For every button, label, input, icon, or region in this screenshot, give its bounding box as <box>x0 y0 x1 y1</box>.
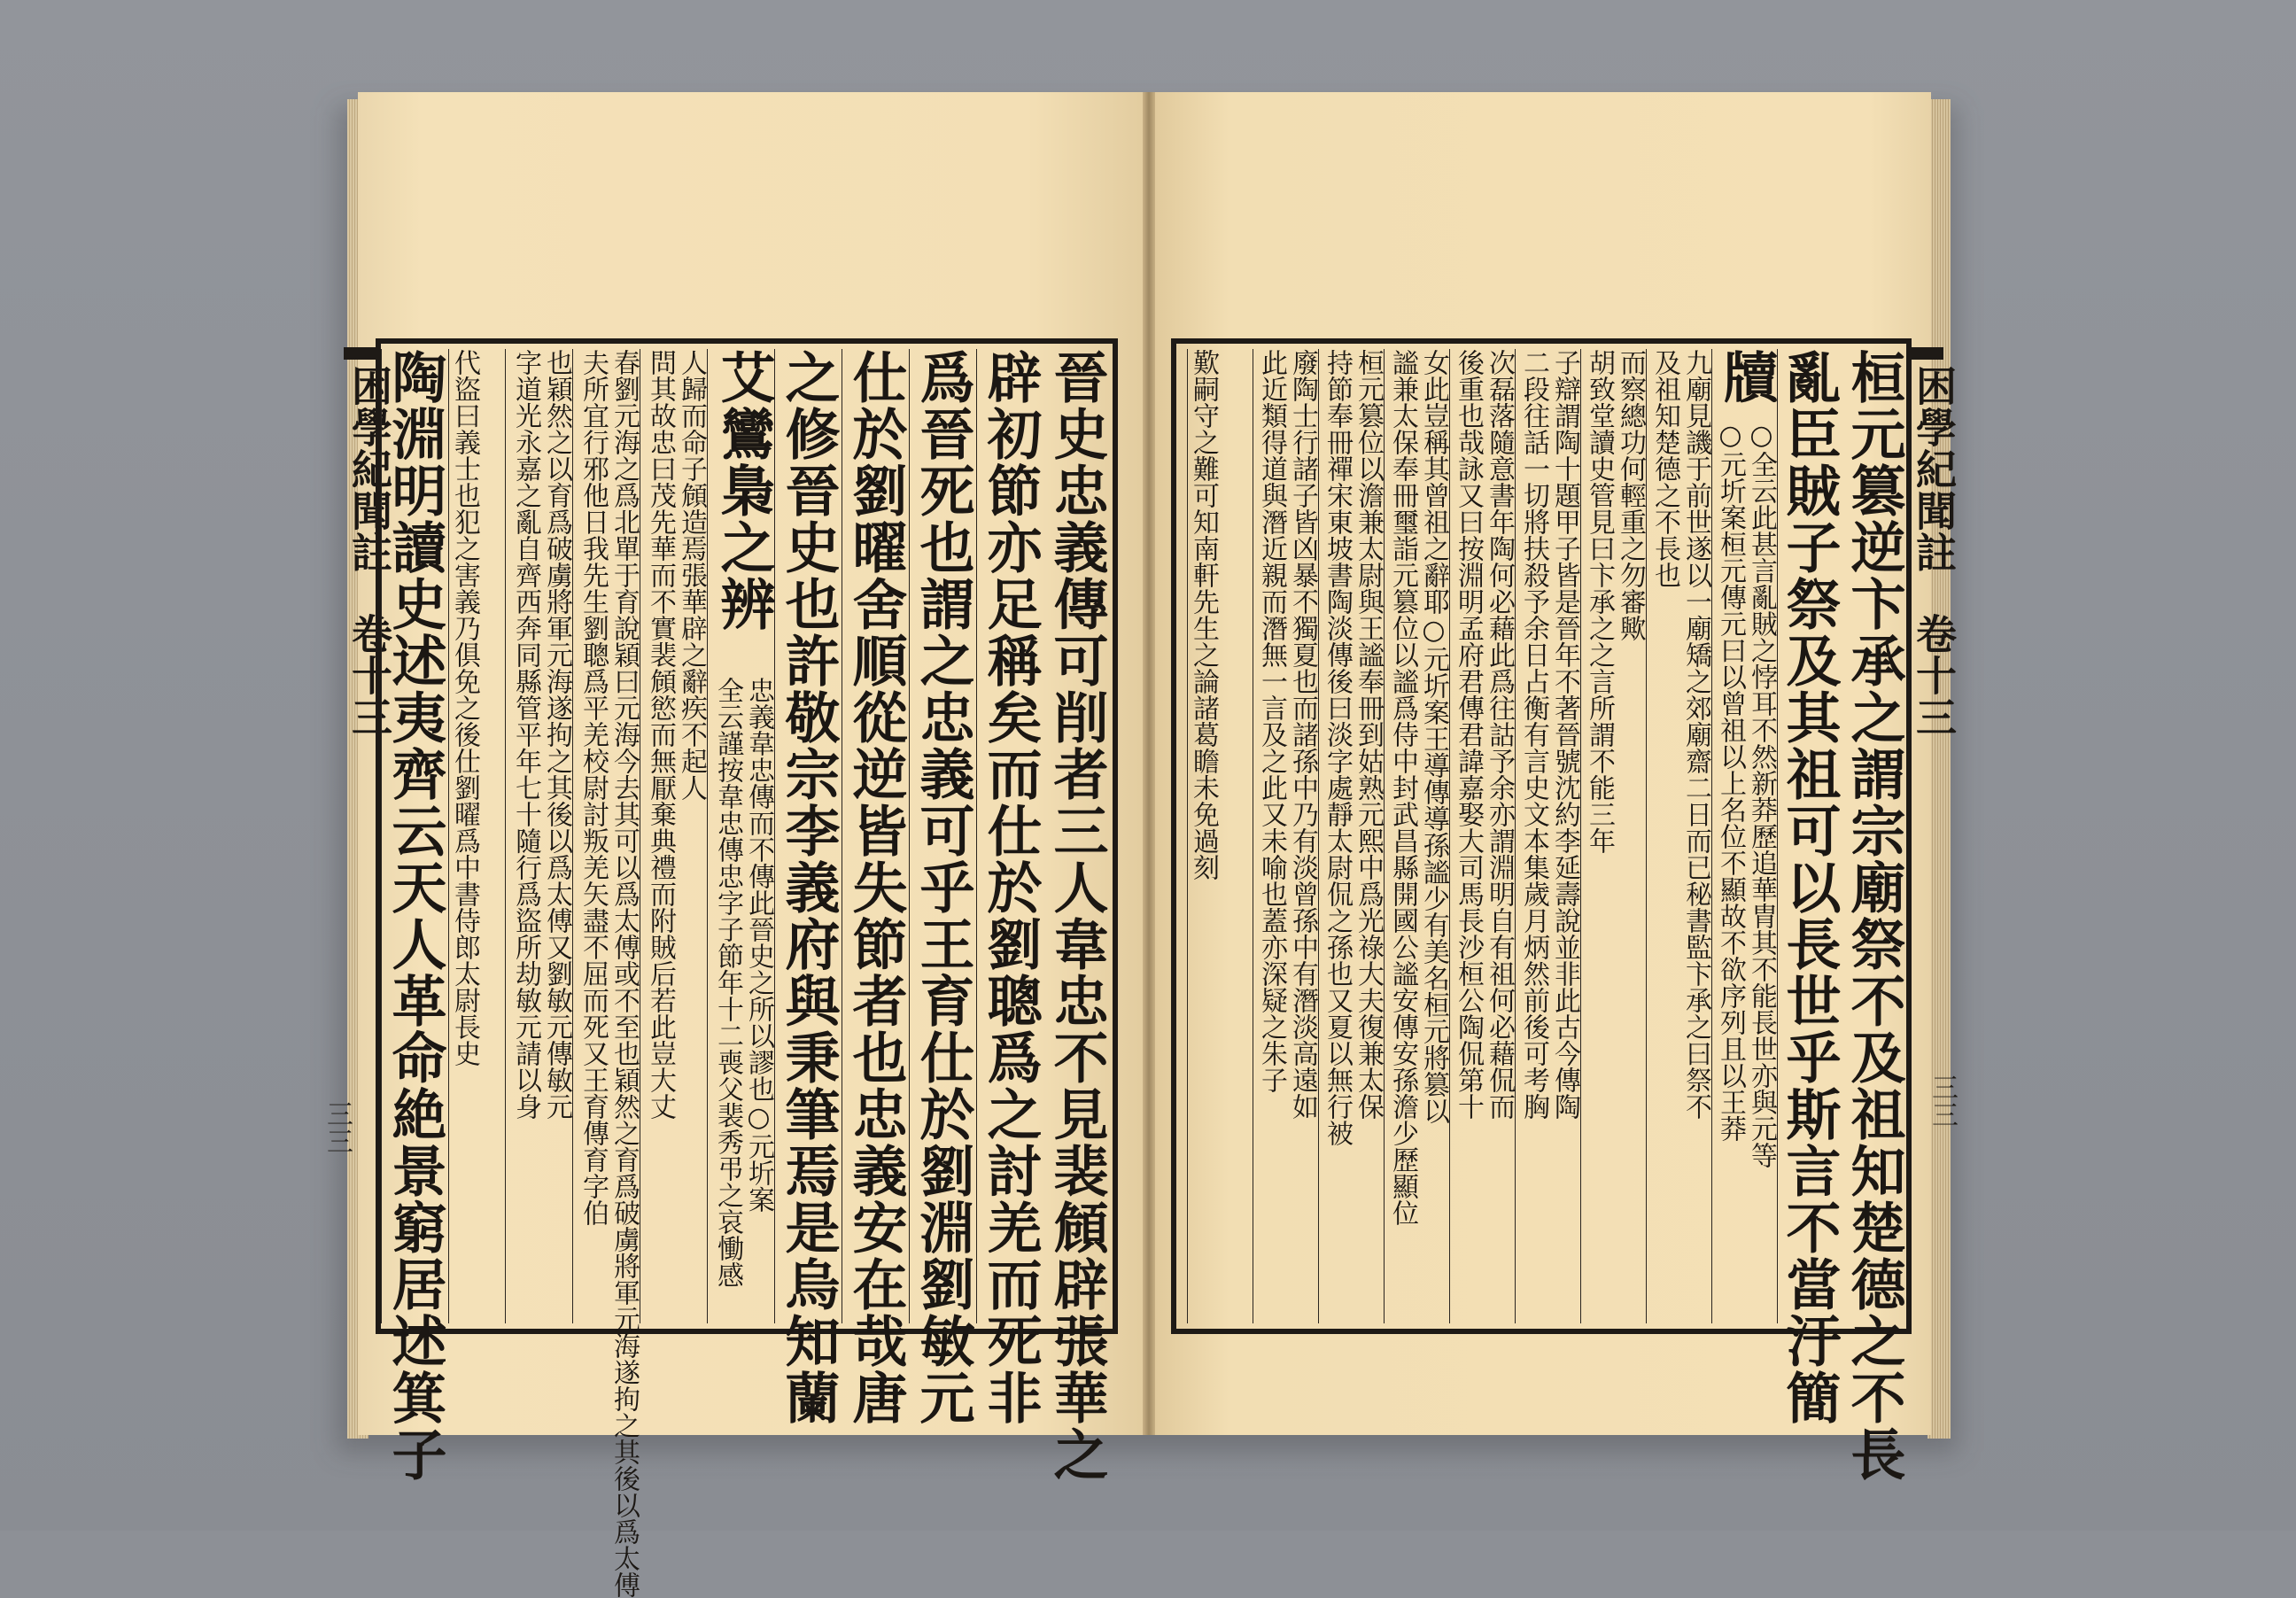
commentary-text: 也穎然之以育爲破虜將軍元海遂拘之其後以爲太傅又劉敏元傳敏元 <box>541 349 572 1120</box>
commentary-text: 女此豈稱其曾祖之辭耶○元圻案王導傳導孫謐少有美名桓元將篡以 <box>1418 349 1449 1124</box>
commentary-text: ○元圻案桓元傳元曰以曾祖以上名位不顯故不欲序列且以王莽 <box>1715 420 1746 1142</box>
main-text: 桓元篡逆卞承之謂宗廟祭不及祖知楚德之不長 <box>1842 349 1906 1483</box>
commentary-text: 夫所宜行邪他日我先生劉聰爲平羌校尉討叛羌矢盡不屈而死又王育傳育字伯 <box>578 349 609 1226</box>
text-column <box>1253 349 1318 1323</box>
commentary-pair <box>1715 420 1777 1168</box>
commentary-pair <box>1581 349 1646 854</box>
commentary-text: 歎嗣守之難可知南軒先生之論諸葛瞻未免過刻 <box>1188 349 1219 880</box>
text-column <box>1646 349 1711 1323</box>
banxin-title: 困學紀聞註 <box>1910 365 1958 573</box>
text-column <box>774 349 842 1426</box>
commentary-pair <box>573 349 640 1598</box>
commentary-pair <box>1253 349 1318 1120</box>
text-column <box>1384 349 1449 1323</box>
commentary-text: 問其故忠曰茂先華而不實裴頠慾而無厭棄典禮而附賊后若此豈大丈 <box>645 349 676 1120</box>
text-column <box>1318 349 1384 1323</box>
main-text: 艾鸞梟之辨 <box>711 349 776 632</box>
commentary-text: 此近類得道與潛近親而潛無一言及之此又未喻也蓋亦深疑之朱子 <box>1256 349 1287 1093</box>
text-column <box>1842 349 1906 1483</box>
text-column <box>1187 349 1253 1323</box>
text-column <box>707 349 774 1323</box>
commentary-text: ○全云此甚言亂賊之悖耳不然新莽歷追華胄其不能長世亦與元等 <box>1746 420 1777 1168</box>
main-text: 亂臣賊子祭及其祖可以長世乎斯言不當汙簡 <box>1777 349 1842 1426</box>
commentary-text: 人歸而命子頠造焉張華辟之辭疾不起人 <box>676 349 707 801</box>
commentary-text: 胡致堂讀史管見曰卞承之之言所謂不能三年 <box>1584 349 1615 854</box>
commentary-text: 次磊落隨意書年陶何必藉此爲往詁予余亦謂淵明自有祖何必藉侃而 <box>1484 349 1515 1120</box>
text-column <box>640 349 707 1323</box>
book-gutter <box>1143 92 1155 1435</box>
banxin-volume: 卷十三 <box>1910 613 1958 738</box>
commentary-text: 子辯謂陶十題甲子皆是晉年不著晉號沈約李延壽說並非此古今傳陶 <box>1549 349 1580 1120</box>
commentary-text: 而察總功何輕重之勿審歟 <box>1615 349 1646 641</box>
right-banxin <box>1904 347 1958 1330</box>
commentary-text: 謐兼太保奉冊璽詣元篡位以謐爲侍中封武昌縣開國公謐安傳安孫澹少歷顯位 <box>1387 349 1418 1226</box>
commentary-pair <box>640 349 707 1120</box>
fish-tail-mark <box>1908 347 1943 360</box>
commentary-text: 二段往話一切將扶殺予余日占衡有言史文本集歲月炳然前後可考胸 <box>1518 349 1549 1120</box>
commentary-text: 代盜曰義士也犯之害義乃俱免之後仕劉曜爲中書侍郎太尉長史 <box>449 349 480 1067</box>
commentary-text: 九廟見譏于前世遂以一廟矯之郊廟齋二日而已秘書監卞承之曰祭不 <box>1680 349 1711 1120</box>
commentary-text: 全云謹按韋忠傳忠字子節年十二喪父裴秀弔之哀慟感 <box>712 677 743 1288</box>
main-text: 辟初節亦足稱矣而仕於劉聰爲之討羌而死非 <box>978 349 1043 1426</box>
right-text-frame <box>1171 338 1912 1483</box>
text-column <box>1777 349 1842 1426</box>
commentary-text: 持節奉冊禪宋東坡書陶淡傳後曰淡字處靜太尉侃之孫也又夏以無行被 <box>1322 349 1353 1146</box>
banxin-page-number: 三三 <box>1927 1074 1958 1129</box>
main-text: 牘 <box>1714 349 1779 406</box>
text-column <box>976 349 1043 1426</box>
text-column <box>1043 349 1111 1483</box>
text-column <box>1449 349 1515 1323</box>
commentary-text: 後重也哉詠又曰按淵明孟府君傳君諱嘉娶大司馬長沙桓公陶侃第十 <box>1453 349 1484 1120</box>
main-text: 爲晉死也謂之忠義可乎王育仕於劉淵劉敏元 <box>911 349 975 1426</box>
commentary-text: 桓元篡位以澹兼太尉與王謐奉冊到姑熟元熙中爲光祿大夫復兼太保 <box>1353 349 1384 1120</box>
main-text: 陶淵明讀史述夷齊云天人革命絶景窮居述箕子 <box>383 349 447 1483</box>
text-column <box>572 349 640 1598</box>
text-column <box>1515 349 1580 1323</box>
text-column <box>448 349 505 1323</box>
commentary-text: 廢陶士行諸子皆凶暴不獨夏也而諸孫中乃有淡曾孫中有潛淡高遠如 <box>1287 349 1318 1120</box>
commentary-pair <box>712 677 774 1288</box>
banxin-page-number: 三三 <box>322 1100 353 1155</box>
commentary-text: 字道光永嘉之亂自齊西奔同縣管平年七十隨行爲盜所劫敏元請以身 <box>510 349 541 1120</box>
main-text: 之修晉史也許敬宗李義府與秉筆焉是烏知蘭 <box>776 349 841 1426</box>
left-text-frame <box>376 338 1118 1598</box>
text-column <box>909 349 976 1426</box>
fish-tail-mark <box>344 347 379 360</box>
commentary-pair <box>1450 349 1515 1120</box>
commentary-pair <box>506 349 572 1120</box>
text-column <box>381 349 448 1483</box>
text-column <box>842 349 909 1426</box>
main-text: 晉史忠義傳可削者三人韋忠不見裴頠辟張華之 <box>1044 349 1109 1483</box>
banxin-title: 困學紀聞註 <box>345 365 393 573</box>
text-column <box>1580 349 1646 1323</box>
main-text: 仕於劉曜舍順從逆皆失節者也忠義安在哉唐 <box>843 349 908 1426</box>
commentary-text: 及祖知楚德之不長也 <box>1649 349 1680 588</box>
commentary-pair <box>1516 349 1580 1120</box>
commentary-pair <box>1319 349 1384 1146</box>
text-column <box>505 349 572 1323</box>
commentary-text: 忠義韋忠傳而不傳此晉史之所以謬也○元圻案 <box>743 677 774 1213</box>
commentary-pair <box>1385 349 1449 1226</box>
text-column <box>1711 349 1777 1323</box>
commentary-text: 春劉元海之爲北單于育說穎曰元海今去其可以爲太傅或不至也穎然之育爲破虜將軍元海遂拘之其後以爲太傅 <box>609 349 640 1598</box>
commentary-pair <box>1647 349 1711 1120</box>
banxin-volume: 卷十三 <box>345 613 393 738</box>
